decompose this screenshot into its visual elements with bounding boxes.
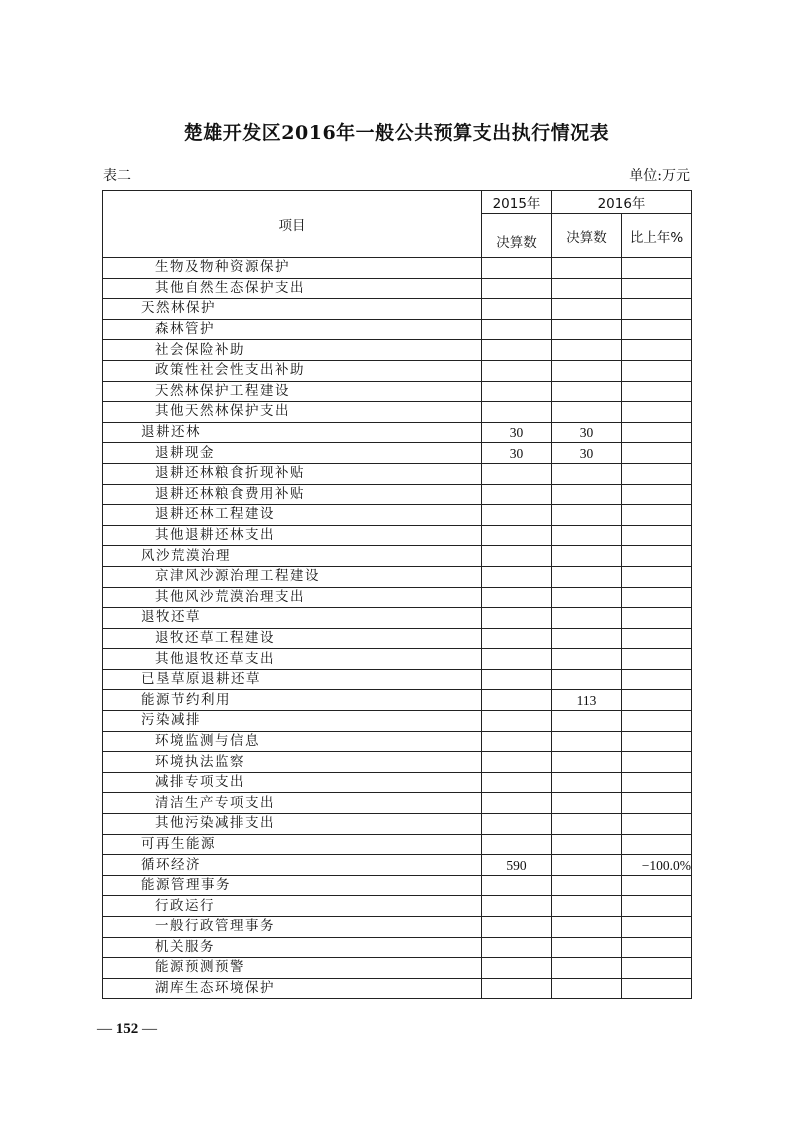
row-item-name: 退耕还林粮食折现补贴 [103,463,482,484]
table-row [103,834,692,855]
page-title: 楚雄开发区2016年一般公共预算支出执行情况表 [183,122,610,144]
row-change-pct [622,917,692,938]
row-value-2015 [482,360,552,381]
row-value-2016 [552,834,622,855]
row-value-2015: 30 [482,443,552,464]
row-value-2015 [482,772,552,793]
table-row [103,690,692,711]
table-row [103,299,692,320]
row-change-pct [622,834,692,855]
row-change-pct [622,319,692,340]
row-value-2016 [552,608,622,629]
row-value-2016 [552,978,622,999]
table-row [103,855,692,876]
row-change-pct [622,422,692,443]
row-value-2015 [482,875,552,896]
row-value-2016 [552,278,622,299]
row-value-2015 [482,690,552,711]
row-item-name: 湖库生态环境保护 [103,978,482,999]
row-value-2016 [552,937,622,958]
table-row [103,628,692,649]
row-item-name: 森林管护 [103,319,482,340]
row-value-2016 [552,340,622,361]
row-item-name: 环境执法监察 [103,752,482,773]
table-row [103,649,692,670]
table-row [103,340,692,361]
table-row [103,402,692,423]
row-item-name: 风沙荒漠治理 [103,546,482,567]
footer-dash-left: — [97,1021,112,1037]
row-change-pct [622,381,692,402]
table-row [103,793,692,814]
row-item-name: 退耕现金 [103,443,482,464]
row-value-2016 [552,649,622,670]
row-item-name: 循环经济 [103,855,482,876]
row-item-name: 可再生能源 [103,834,482,855]
row-change-pct [622,628,692,649]
table-row [103,525,692,546]
row-change-pct [622,896,692,917]
row-value-2016 [552,258,622,279]
row-value-2015 [482,814,552,835]
row-value-2016 [552,505,622,526]
row-value-2015 [482,896,552,917]
table-row [103,587,692,608]
page-number: 152 [115,1021,139,1037]
table-row [103,875,692,896]
table-row [103,772,692,793]
row-value-2015 [482,525,552,546]
header-final-2015: 决算数 [482,214,552,258]
row-item-name: 减排专项支出 [103,772,482,793]
row-value-2016 [552,484,622,505]
row-value-2016: 30 [552,422,622,443]
table-row [103,278,692,299]
table-row [103,814,692,835]
row-item-name: 京津风沙源治理工程建设 [103,566,482,587]
row-change-pct [622,463,692,484]
table-row [103,546,692,567]
row-item-name: 机关服务 [103,937,482,958]
row-value-2016 [552,669,622,690]
row-value-2015 [482,649,552,670]
row-item-name: 退牧还草工程建设 [103,628,482,649]
row-item-name: 天然林保护工程建设 [103,381,482,402]
row-value-2015 [482,381,552,402]
row-change-pct [622,278,692,299]
row-value-2016 [552,360,622,381]
table-body [103,258,692,999]
row-value-2016: 113 [552,690,622,711]
row-value-2016 [552,772,622,793]
table-row [103,505,692,526]
row-change-pct [622,669,692,690]
row-change-pct [622,937,692,958]
row-change-pct [622,484,692,505]
page-footer [97,1021,157,1038]
row-value-2015 [482,628,552,649]
header-year-2015: 2015年 [482,191,552,214]
row-change-pct [622,525,692,546]
row-change-pct [622,793,692,814]
row-item-name: 退牧还草 [103,608,482,629]
footer-dash-right: — [142,1021,157,1037]
row-item-name: 其他自然生态保护支出 [103,278,482,299]
row-change-pct [622,752,692,773]
row-value-2015 [482,319,552,340]
row-change-pct [622,566,692,587]
row-value-2015 [482,278,552,299]
row-item-name: 生物及物种资源保护 [103,258,482,279]
row-value-2015 [482,608,552,629]
table-row [103,937,692,958]
row-value-2016 [552,546,622,567]
table-row [103,484,692,505]
row-change-pct [622,608,692,629]
row-item-name: 能源管理事务 [103,875,482,896]
row-value-2015 [482,299,552,320]
table-row [103,381,692,402]
row-item-name: 天然林保护 [103,299,482,320]
row-item-name: 其他退耕还林支出 [103,525,482,546]
row-item-name: 已垦草原退耕还草 [103,669,482,690]
row-change-pct [622,958,692,979]
header-year-2016: 2016年 [552,191,692,214]
row-value-2015 [482,731,552,752]
row-value-2016 [552,752,622,773]
row-value-2015 [482,711,552,732]
row-value-2016 [552,319,622,340]
table-row [103,669,692,690]
row-item-name: 清洁生产专项支出 [103,793,482,814]
row-change-pct [622,360,692,381]
row-value-2016 [552,711,622,732]
row-change-pct [622,340,692,361]
row-value-2015 [482,937,552,958]
row-change-pct [622,731,692,752]
row-change-pct [622,649,692,670]
row-change-pct [622,690,692,711]
row-change-pct [622,505,692,526]
row-value-2016 [552,958,622,979]
row-change-pct [622,875,692,896]
row-change-pct [622,772,692,793]
row-value-2016 [552,463,622,484]
row-value-2016 [552,793,622,814]
budget-table [102,190,692,999]
row-value-2016 [552,628,622,649]
row-value-2015 [482,258,552,279]
row-change-pct [622,299,692,320]
row-change-pct [622,258,692,279]
row-value-2016 [552,731,622,752]
row-value-2015 [482,505,552,526]
row-item-name: 其他天然林保护支出 [103,402,482,423]
row-value-2015 [482,340,552,361]
table-row [103,319,692,340]
row-value-2015 [482,917,552,938]
row-value-2016 [552,875,622,896]
row-change-pct [622,587,692,608]
row-item-name: 能源节约利用 [103,690,482,711]
row-value-2015 [482,566,552,587]
row-value-2015: 590 [482,855,552,876]
row-item-name: 污染减排 [103,711,482,732]
table-row [103,566,692,587]
table-row [103,463,692,484]
row-value-2016 [552,402,622,423]
table-row [103,917,692,938]
table-row [103,258,692,279]
row-value-2015 [482,484,552,505]
row-value-2016 [552,896,622,917]
row-item-name: 社会保险补助 [103,340,482,361]
table-row [103,443,692,464]
row-value-2016 [552,814,622,835]
row-item-name: 其他污染减排支出 [103,814,482,835]
table-row [103,608,692,629]
row-value-2015 [482,546,552,567]
row-item-name: 行政运行 [103,896,482,917]
row-change-pct [622,711,692,732]
row-value-2016 [552,381,622,402]
header-change: 比上年% [622,214,692,258]
row-change-pct [622,546,692,567]
row-value-2016 [552,917,622,938]
row-item-name: 退耕还林 [103,422,482,443]
table-row [103,958,692,979]
row-value-2016: 30 [552,443,622,464]
row-value-2016 [552,566,622,587]
table-row [103,978,692,999]
row-change-pct [622,402,692,423]
row-value-2015 [482,978,552,999]
row-value-2015 [482,669,552,690]
row-value-2015 [482,402,552,423]
row-value-2016 [552,855,622,876]
table-row [103,422,692,443]
table-row [103,896,692,917]
row-value-2015 [482,958,552,979]
unit-label: 单位:万元 [629,168,690,184]
row-value-2015 [482,463,552,484]
table-row [103,711,692,732]
table-label: 表二 [103,168,131,184]
row-value-2016 [552,587,622,608]
row-change-pct: −100.0% [622,855,692,876]
row-item-name: 其他退牧还草支出 [103,649,482,670]
header-final-2016: 决算数 [552,214,622,258]
row-item-name: 退耕还林工程建设 [103,505,482,526]
row-value-2015 [482,793,552,814]
row-change-pct [622,978,692,999]
row-value-2016 [552,299,622,320]
row-item-name: 环境监测与信息 [103,731,482,752]
row-value-2016 [552,525,622,546]
row-value-2015 [482,834,552,855]
row-item-name: 退耕还林粮食费用补贴 [103,484,482,505]
row-item-name: 政策性社会性支出补助 [103,360,482,381]
row-item-name: 一般行政管理事务 [103,917,482,938]
header-item: 项目 [103,191,482,258]
row-item-name: 其他风沙荒漠治理支出 [103,587,482,608]
table-row [103,360,692,381]
row-value-2015 [482,587,552,608]
row-change-pct [622,814,692,835]
table-row [103,731,692,752]
header-row-1 [103,191,692,214]
table-row [103,752,692,773]
row-value-2015: 30 [482,422,552,443]
row-value-2015 [482,752,552,773]
row-item-name: 能源预测预警 [103,958,482,979]
row-change-pct [622,443,692,464]
